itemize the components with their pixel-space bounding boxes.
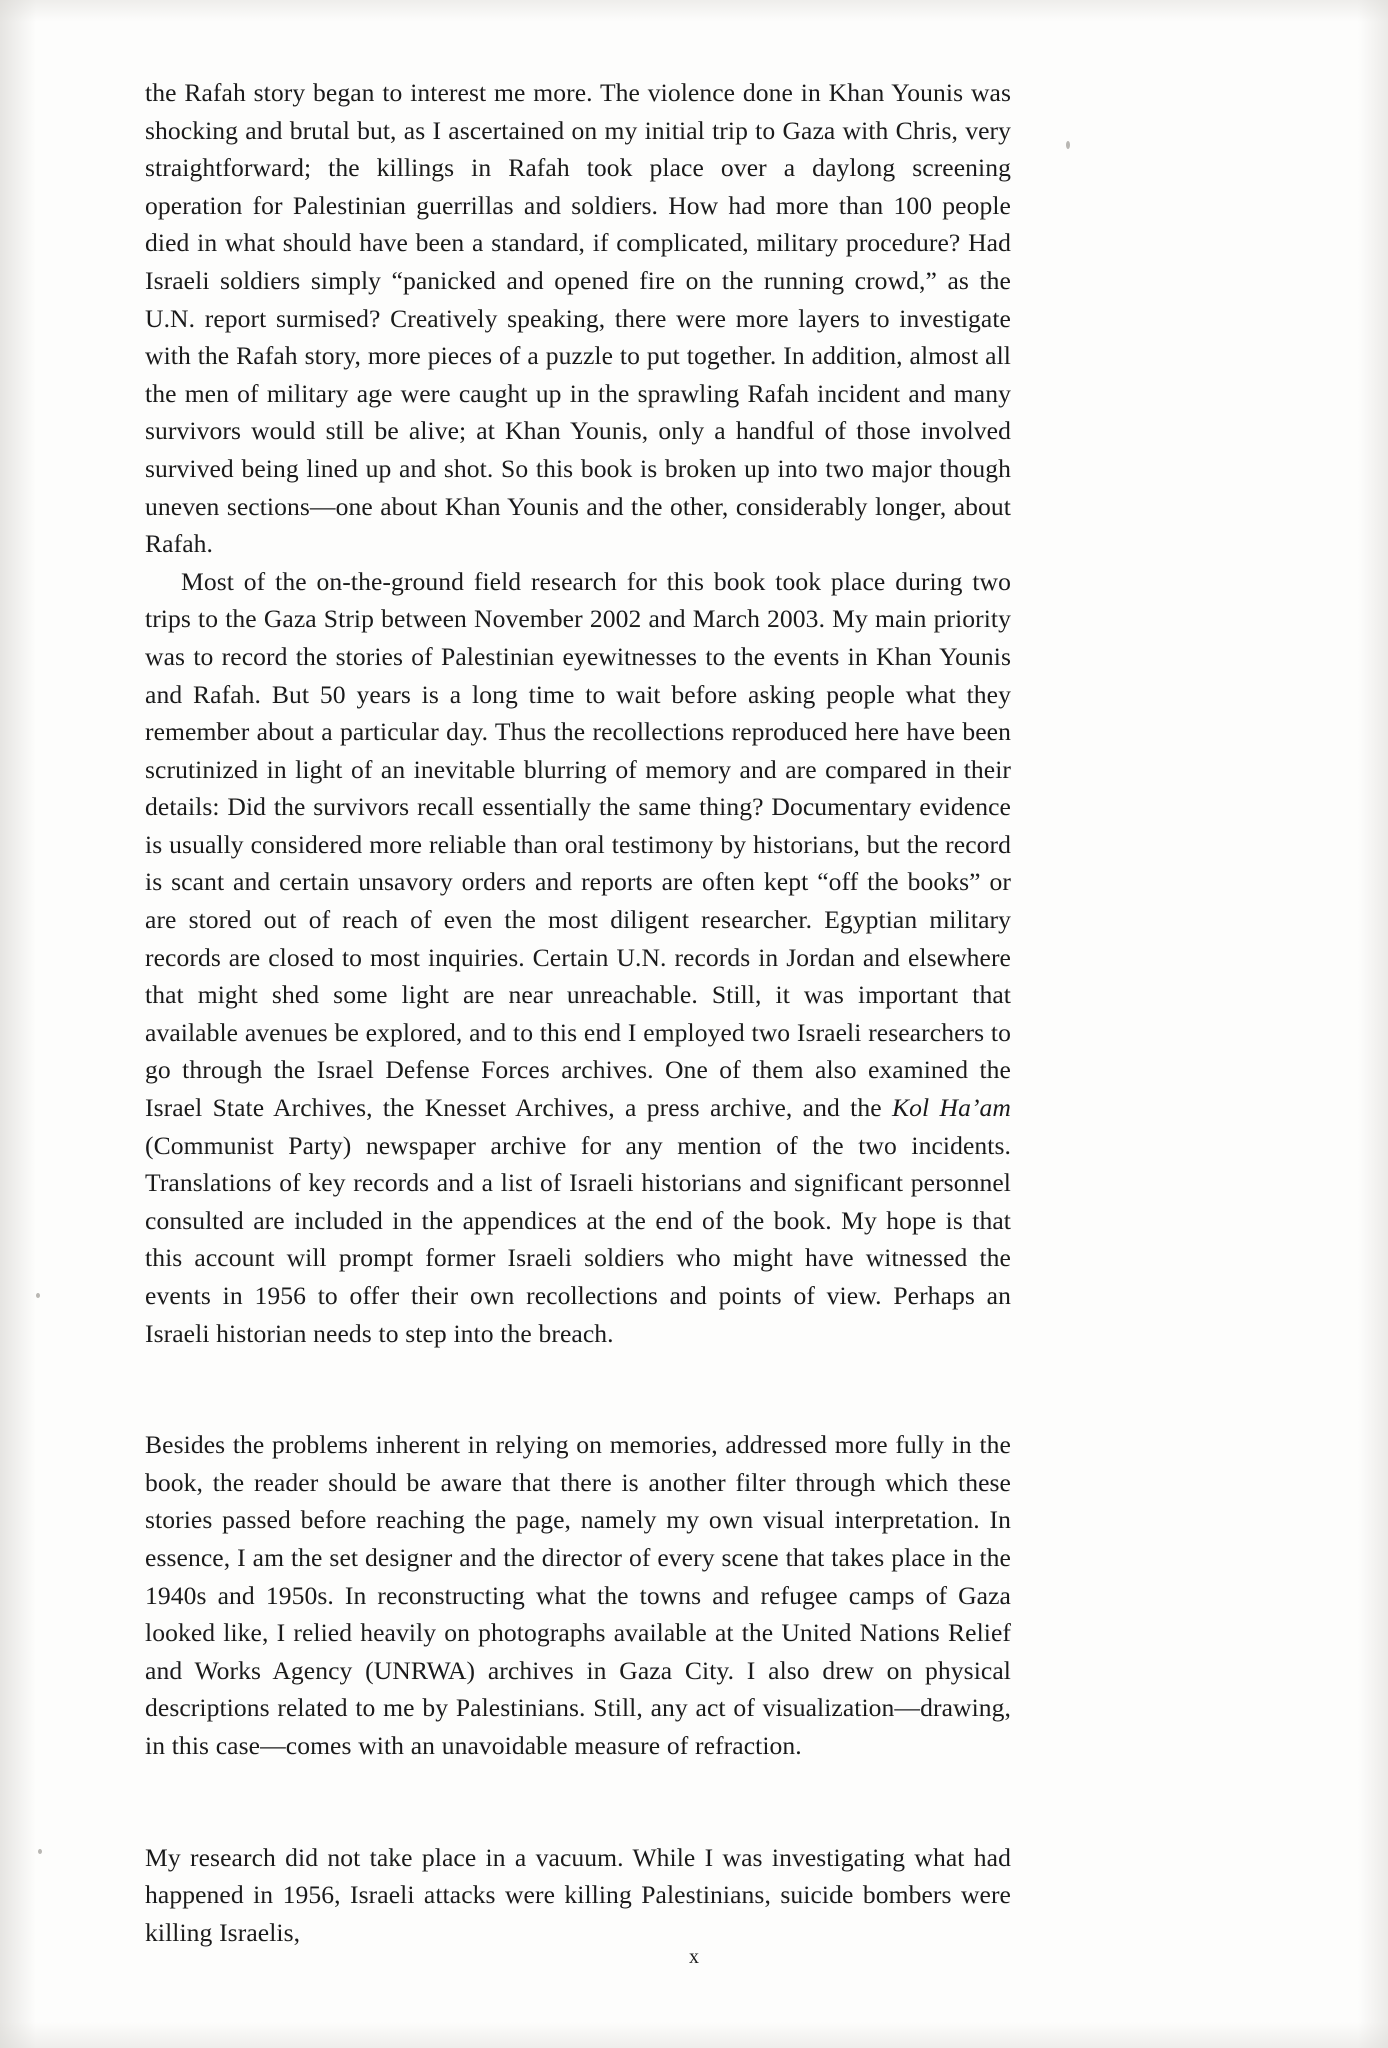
scan-edge-shadow-top (0, 0, 1388, 22)
paragraph-visual-interpretation: Besides the problems inherent in relying on memories, addressed more fully in the book, the reader should be aware that there is another filter through which these stories passed before reaching the page, namely my own visual interpretation. In essence, I am the set designer and the director of every scene that takes place in the 1940s and 1950s. In reconstructing what the towns and refugee camps of Gaza looked like, I relied heavily on photographs available at the United Nations Relief and Works Agency (UNRWA) archives in Gaza City. I also drew on physical descriptions related to me by Palestinians. Still, any act of visualization—drawing, in this case—comes with an unavoidable measure of refraction. (145, 1430, 1011, 1760)
scan-edge-shadow-right (1358, 0, 1388, 2048)
paragraph-vacuum: My research did not take place in a vacuum. While I was investigating what had happened in 1956, Israeli attacks were killing Palestinians, suicide bombers were killing Israelis, (145, 1842, 1011, 1947)
scan-edge-shadow-left (0, 0, 36, 2048)
scan-speck (36, 1293, 40, 1298)
paragraph-rafah-story: the Rafah story began to interest me more. The violence done in Khan Younis was shocking and brutal but, as I ascertained on my initial trip to Gaza with Chris, very straightforward; the killings in Rafah took place over a daylong screening operation for Palestinian guerrillas and soldiers. How had more than 100 people died in what should have been a standard, if complicated, military procedure? Had Israeli soldiers simply “panicked and opened fire on the running crowd,” as the U.N. report surmised? Creatively speaking, there were more layers to investigate with the Rafah story, more pieces of a puzzle to put together. In addition, almost all the men of military age were caught up in the sprawling Rafah incident and many survivors would still be alive; at Khan Younis, only a handful of those involved survived being lined up and shot. So this book is broken up into two major though uneven sections—one about Khan Younis and the other, considerably longer, about Rafah. (145, 78, 1011, 559)
paragraph-text-after-italic: (Communist Party) newspaper archive for any mention of the two incidents. Translations of key records and a list of Israeli historians and significant personnel consulted are included in the appendices at the end of the book. My hope is that this account will prompt former Israeli soldiers who might have witnessed the events in 1956 to offer their own recollections and points of view. Perhaps an Israeli historian needs to step into the breach. (145, 1130, 1011, 1348)
scan-speck (1066, 141, 1070, 149)
section-gap-one (145, 1352, 1011, 1426)
scan-edge-shadow-bottom (0, 2022, 1388, 2048)
page-text-block (145, 74, 1011, 1951)
section-gap-two (145, 1765, 1011, 1839)
scan-speck (38, 1849, 42, 1854)
newspaper-title-italic: Kol Ha’am (891, 1093, 1011, 1123)
paragraph-field-research (145, 563, 1011, 1352)
paragraph-text-before-italic: Most of the on-the-ground field research for this book took place during two trips to the Gaza Strip between November 2002 and March 2003. My main priority was to record the stories of Palestinian eyewitnesses to the events in Khan Younis and Rafah. But 50 years is a long time to wait before asking people what they remember about a particular day. Thus the recollections reproduced here have been scrutinized in light of an inevitable blurring of memory and are compared in their details: Did the survivors recall essentially the same thing? Documentary evidence is usually considered more reliable than oral testimony by historians, but the record is scant and certain unsavory orders and reports are often kept “off the books” or are stored out of reach of even the most diligent researcher. Egyptian military records are closed to most inquiries. Certain U.N. records in Jordan and elsewhere that might shed some light are near unreachable. Still, it was important that available avenues be explored, and to this end I employed two Israeli researchers to go through the Israel Defense Forces archives. One of them also examined the Israel State Archives, the Knesset Archives, a press archive, and the (145, 566, 1011, 1123)
page-number-folio: x (689, 1946, 699, 1968)
